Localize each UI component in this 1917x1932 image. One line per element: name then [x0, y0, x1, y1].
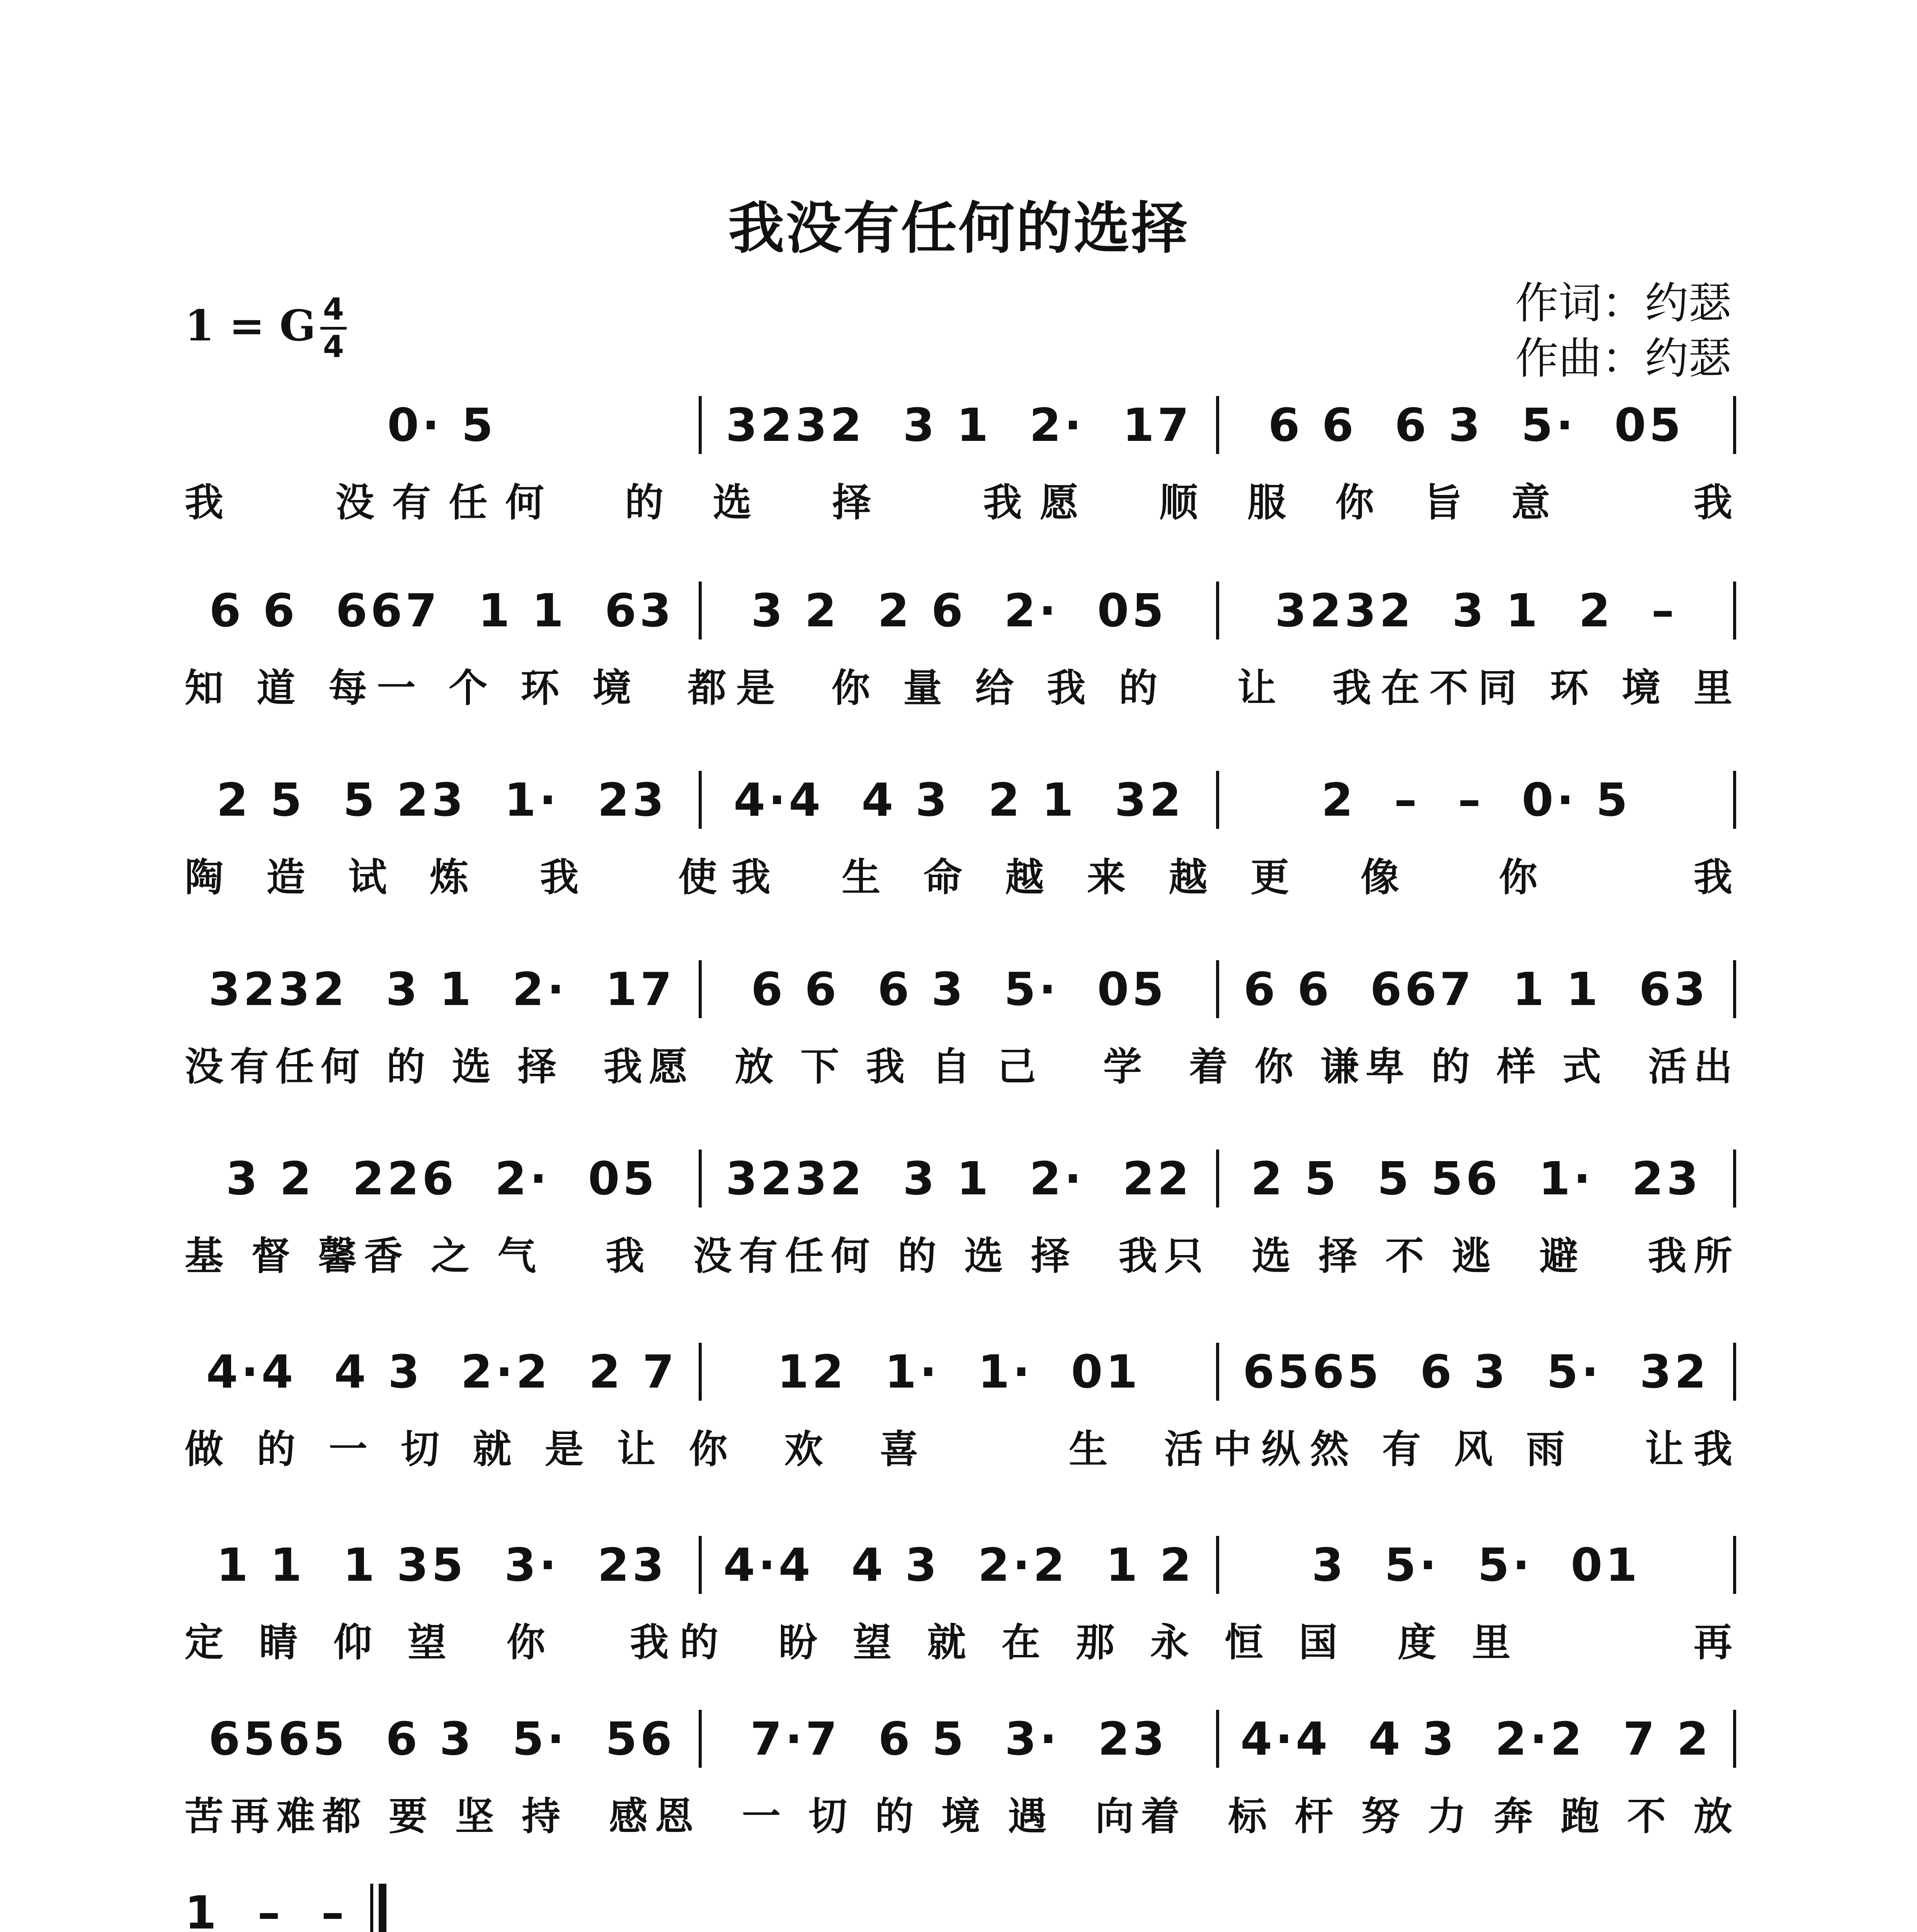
score-system-1: [185, 386, 1736, 541]
barline: [1733, 1710, 1736, 1768]
score-system-9: [185, 1874, 1736, 1932]
time-signature: [318, 294, 349, 362]
measure: 0· 5: [387, 398, 497, 452]
barline: [699, 771, 702, 829]
lyric-line: 基 督 馨香 之 气 我 没有任何 的 选 择 我只 选 择 不 逃 避 我所: [185, 1233, 1736, 1279]
measure: 6565 6 3 5· 56: [208, 1712, 675, 1765]
lyric-line: 知 道 每一 个 环 境 都是 你 量 给 我 的 让 我在不同 环 境 里: [185, 665, 1736, 711]
lyricist-credit: 作词：约瑟: [1515, 278, 1732, 328]
barline: [1733, 582, 1736, 639]
measure: 7·7 6 5 3· 23: [750, 1712, 1168, 1765]
measure: 3232 3 1 2 –: [1275, 584, 1677, 637]
barline: [1216, 771, 1219, 829]
barline: [1216, 396, 1219, 454]
measure: 3 2 2 6 2· 05: [751, 584, 1167, 637]
notation-line: [185, 1333, 1736, 1410]
score-system-5: [185, 1140, 1736, 1294]
measure: 4·4 4 3 2·2 2 7: [206, 1345, 677, 1398]
barline: [1733, 396, 1736, 454]
score-system-6: [185, 1333, 1736, 1488]
barline: [1216, 1536, 1219, 1594]
notation-line: [185, 386, 1736, 464]
barline: [1733, 771, 1736, 829]
score-system-2: [185, 572, 1736, 726]
measure: 4·4 4 3 2·2 1 2: [723, 1538, 1195, 1592]
measure: 6 6 667 1 1 63: [209, 584, 674, 637]
final-barline-thin: [370, 1884, 373, 1932]
measure: 3 2 226 2· 05: [226, 1152, 658, 1205]
measure: 6565 6 3 5· 32: [1243, 1345, 1709, 1398]
notation-line: [185, 951, 1736, 1028]
time-signature-top: 4: [323, 292, 344, 327]
notation-line: [185, 1526, 1736, 1604]
measure: 3232 3 1 2· 17: [725, 398, 1192, 452]
time-signature-bottom: 4: [323, 330, 344, 364]
measure: 3232 3 1 2· 17: [208, 963, 675, 1016]
measure: 6 6 6 3 5· 05: [751, 963, 1167, 1016]
notation-line: [185, 1140, 1736, 1217]
measure: 2 – – 0· 5: [1321, 773, 1631, 827]
lyric-line: 苦再难都 要 坚 持 感恩 一 切 的 境 遇 向着 标 杆 努 力 奔 跑 不 放: [185, 1794, 1736, 1839]
measure: 12 1· 1· 01: [777, 1345, 1141, 1398]
barline: [699, 960, 702, 1018]
lyric-line: 我 没有任何 的 选 择 我愿 顺 服 你 旨 意 我: [185, 480, 1736, 525]
barline: [1733, 1150, 1736, 1208]
score-system-8: [185, 1700, 1736, 1855]
measure: 1 – –: [185, 1886, 347, 1932]
measure: 4·4 4 3 2 1 32: [733, 773, 1184, 827]
score-system-4: [185, 951, 1736, 1105]
measure: 4·4 4 3 2·2 7 2: [1240, 1712, 1712, 1765]
notation-line: [185, 572, 1736, 649]
score-system-7: [185, 1526, 1736, 1681]
notation-line: [185, 1700, 1736, 1777]
barline: [1216, 582, 1219, 639]
notation-line: [185, 1874, 1736, 1932]
barline: [699, 582, 702, 639]
score-system-3: [185, 761, 1736, 916]
barline: [699, 1150, 702, 1208]
barline: [1733, 1536, 1736, 1594]
barline: [699, 1710, 702, 1768]
barline: [1216, 1150, 1219, 1208]
composer-credit: 作曲：约瑟: [1515, 333, 1732, 384]
barline: [1733, 1343, 1736, 1401]
key-signature: 1 = G: [185, 301, 316, 350]
measure: 3 5· 5· 01: [1311, 1538, 1641, 1592]
measure: 2 5 5 56 1· 23: [1250, 1152, 1701, 1205]
barline: [699, 1343, 702, 1401]
measure: 3232 3 1 2· 22: [725, 1152, 1192, 1205]
final-barline: [370, 1884, 386, 1932]
measure: 2 5 5 23 1· 23: [216, 773, 667, 827]
notation-line: [185, 761, 1736, 838]
lyric-line: 陶 造 试 炼 我 使我 生 命 越 来 越 更 像 你 我: [185, 855, 1736, 900]
measure: 6 6 6 3 5· 05: [1268, 398, 1684, 452]
song-title: 我没有任何的选择: [728, 196, 1189, 261]
barline: [1216, 1710, 1219, 1768]
lyric-line: 定 睛 仰 望 你 我的 盼 望 就 在 那 永 恒 国 度 里 再: [185, 1620, 1736, 1665]
barline: [699, 1536, 702, 1594]
measure: 1 1 1 35 3· 23: [216, 1538, 667, 1592]
lyric-line: 做 的 一 切 就 是 让 你 欢 喜 生 活中纵然 有 风 雨 让我: [185, 1427, 1736, 1472]
barline: [699, 396, 702, 454]
lyric-line: 没有任何 的 选 择 我愿 放 下 我 自 己 学 着 你 谦卑 的 样 式 活出: [185, 1044, 1736, 1089]
barline: [1733, 960, 1736, 1018]
barline: [1216, 960, 1219, 1018]
final-barline-thick: [379, 1884, 386, 1932]
time-signature-divider: [320, 327, 347, 330]
measure: 6 6 667 1 1 63: [1243, 963, 1709, 1016]
barline: [1216, 1343, 1219, 1401]
